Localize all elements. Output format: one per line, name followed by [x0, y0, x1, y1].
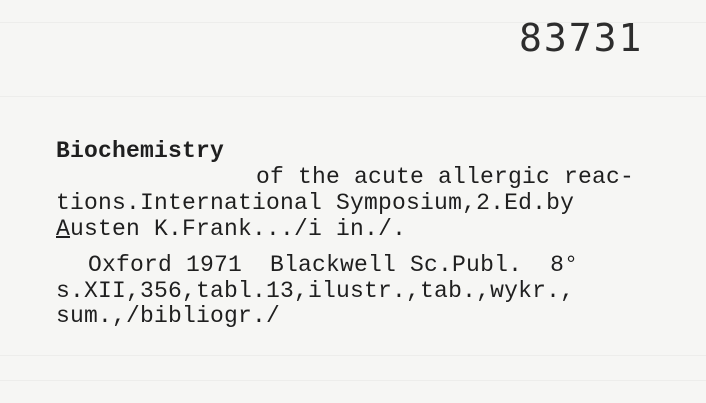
scan-streak — [0, 380, 706, 381]
scan-streak — [0, 355, 706, 356]
editor-line — [56, 218, 406, 241]
accession-number: 83731 — [519, 16, 644, 60]
title-line-2: tions.International Symposium,2.Ed.by — [56, 190, 575, 216]
collation-line: s.XII,356,tabl.13,ilustr.,tab.,wykr., — [56, 278, 575, 304]
scan-streak — [0, 96, 706, 97]
title-line-1: of the acute allergic reac- — [256, 164, 635, 190]
heading: Biochemistry — [56, 138, 225, 164]
editor-name: usten K.Frank.../i in./. — [70, 216, 407, 242]
editor-initial: A — [56, 216, 71, 242]
imprint-line: Oxford 1971 Blackwell Sc.Publ. 8° — [88, 252, 579, 278]
notes-line: sum.,/bibliogr./ — [56, 303, 281, 329]
